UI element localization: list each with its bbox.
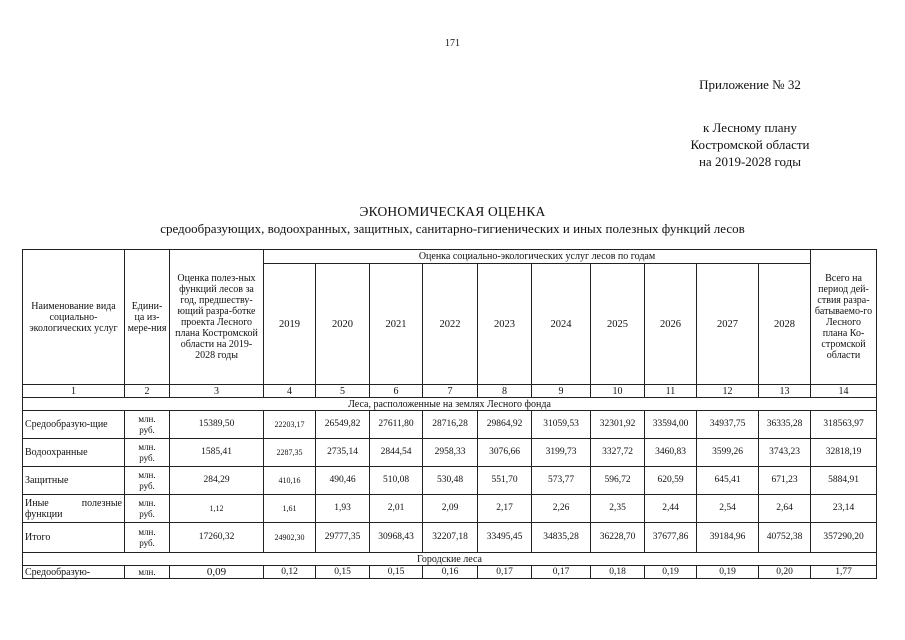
unit-line: руб. — [139, 480, 155, 491]
year-header: 2023 — [478, 264, 532, 385]
row-total: 357290,20 — [811, 523, 877, 553]
section-forest-fund: Леса, расположенные на землях Лесного фонда — [23, 398, 877, 411]
row-value: 2,54 — [697, 495, 759, 523]
table-row — [23, 467, 877, 495]
row-value: 33594,00 — [645, 411, 697, 439]
section-row — [23, 398, 877, 411]
row-prior-estimate: 284,29 — [170, 467, 264, 495]
row-service-name: Водоохранные — [23, 439, 125, 467]
row-total: 23,14 — [811, 495, 877, 523]
row-value: 3460,83 — [645, 439, 697, 467]
column-number: 8 — [478, 385, 532, 398]
document-subtitle: средообразующих, водоохранных, защитных, санитарно-гигиенических и иных полезных функций лесов — [160, 221, 745, 236]
assessment-table — [22, 249, 877, 579]
row-value: 30968,43 — [370, 523, 423, 553]
row-value: 34937,75 — [697, 411, 759, 439]
column-number: 6 — [370, 385, 423, 398]
row-prior-estimate: 17260,32 — [170, 523, 264, 553]
section-urban-forests: Городские леса — [23, 553, 877, 566]
row-value: 0,15 — [316, 566, 370, 579]
column-number: 10 — [591, 385, 645, 398]
row-service-name: Итого — [23, 523, 125, 553]
row-value: 31059,53 — [532, 411, 591, 439]
row-value: 1,93 — [316, 495, 370, 523]
row-value: 3327,72 — [591, 439, 645, 467]
row-value: 26549,82 — [316, 411, 370, 439]
appendix-ref-line: к Лесному плану — [702, 120, 797, 135]
table-row — [23, 411, 877, 439]
row-service-name: Защитные — [23, 467, 125, 495]
appendix-ref-line: Костромской области — [690, 137, 810, 152]
row-value: 39184,96 — [697, 523, 759, 553]
row-value: 0,19 — [697, 566, 759, 579]
column-number: 1 — [23, 385, 125, 398]
row-value: 2735,14 — [316, 439, 370, 467]
year-header: 2024 — [532, 264, 591, 385]
row-unit — [125, 467, 170, 495]
row-value: 0,20 — [759, 566, 811, 579]
row-value: 0,12 — [264, 566, 316, 579]
row-total: 1,77 — [811, 566, 877, 579]
row-value: 32207,18 — [423, 523, 478, 553]
unit-line: руб. — [139, 508, 155, 519]
year-header: 2027 — [697, 264, 759, 385]
row-value: 29777,35 — [316, 523, 370, 553]
section-row — [23, 553, 877, 566]
column-number: 5 — [316, 385, 370, 398]
row-value: 510,08 — [370, 467, 423, 495]
column-number: 7 — [423, 385, 478, 398]
header-unit: Едини-ца из-мере-ния — [125, 250, 170, 385]
unit-line: млн. — [138, 441, 156, 452]
row-value: 40752,38 — [759, 523, 811, 553]
appendix-ref-line: на 2019-2028 годы — [698, 154, 802, 169]
unit-line: млн. — [138, 469, 156, 480]
row-value: 36335,28 — [759, 411, 811, 439]
row-service-name: Иные полезные функции — [23, 495, 125, 523]
row-value: 33495,45 — [478, 523, 532, 553]
row-value: 2,44 — [645, 495, 697, 523]
row-value: 32301,92 — [591, 411, 645, 439]
row-value: 2,17 — [478, 495, 532, 523]
year-header: 2020 — [316, 264, 370, 385]
row-value: 0,15 — [370, 566, 423, 579]
row-unit — [125, 439, 170, 467]
row-prior-estimate: 1585,41 — [170, 439, 264, 467]
row-value: 2,01 — [370, 495, 423, 523]
row-value: 645,41 — [697, 467, 759, 495]
unit-line: руб. — [139, 424, 155, 435]
row-value: 2,35 — [591, 495, 645, 523]
row-value: 1,61 — [264, 495, 316, 523]
row-value: 0,17 — [532, 566, 591, 579]
column-number: 13 — [759, 385, 811, 398]
unit-line: млн. — [138, 526, 156, 537]
row-unit — [125, 495, 170, 523]
row-total: 318563,97 — [811, 411, 877, 439]
year-header: 2022 — [423, 264, 478, 385]
column-number: 4 — [264, 385, 316, 398]
row-value: 22203,17 — [264, 411, 316, 439]
row-unit — [125, 411, 170, 439]
column-number: 2 — [125, 385, 170, 398]
header-service-name: Наименование вида социально-экологических услуг — [23, 250, 125, 385]
header-prior-estimate: Оценка полез-ных функций лесов за год, предшеству-ющий разра-ботке проекта Лесного плана Костромской области на 2019-2028 годы — [170, 250, 264, 385]
row-value: 2287,35 — [264, 439, 316, 467]
row-value: 37677,86 — [645, 523, 697, 553]
column-number: 9 — [532, 385, 591, 398]
row-value: 596,72 — [591, 467, 645, 495]
appendix-reference — [670, 119, 830, 170]
row-value: 0,17 — [478, 566, 532, 579]
row-prior-estimate: 1,12 — [170, 495, 264, 523]
row-value: 551,70 — [478, 467, 532, 495]
table-row — [23, 439, 877, 467]
year-header: 2026 — [645, 264, 697, 385]
row-total: 5884,91 — [811, 467, 877, 495]
row-value: 530,48 — [423, 467, 478, 495]
row-value: 3199,73 — [532, 439, 591, 467]
unit-line: руб. — [139, 452, 155, 463]
row-value: 0,19 — [645, 566, 697, 579]
year-header: 2021 — [370, 264, 423, 385]
row-value: 28716,28 — [423, 411, 478, 439]
year-header: 2025 — [591, 264, 645, 385]
table-row — [23, 566, 877, 579]
header-years-group: Оценка социально-экологических услуг лесов по годам — [264, 250, 811, 264]
header-total: Всего на период дей-ствия разра-батываемо-го Лесного плана Ко-стромской области — [811, 250, 877, 385]
column-number: 14 — [811, 385, 877, 398]
row-value: 490,46 — [316, 467, 370, 495]
row-service-name: Средообразую- — [23, 566, 125, 579]
column-number: 12 — [697, 385, 759, 398]
row-total: 32818,19 — [811, 439, 877, 467]
document-title: ЭКОНОМИЧЕСКАЯ ОЦЕНКА — [359, 204, 546, 219]
row-value: 36228,70 — [591, 523, 645, 553]
row-value: 410,16 — [264, 467, 316, 495]
column-number-row — [23, 385, 877, 398]
row-value: 29864,92 — [478, 411, 532, 439]
row-value: 2,26 — [532, 495, 591, 523]
row-unit — [125, 523, 170, 553]
row-value: 0,16 — [423, 566, 478, 579]
row-value: 2958,33 — [423, 439, 478, 467]
unit-line: млн. — [138, 497, 156, 508]
column-number: 3 — [170, 385, 264, 398]
table-row — [23, 523, 877, 553]
row-prior-estimate: 0,09 — [170, 566, 264, 579]
row-value: 3076,66 — [478, 439, 532, 467]
year-header: 2019 — [264, 264, 316, 385]
row-value: 2844,54 — [370, 439, 423, 467]
appendix-title: Приложение № 32 — [699, 77, 801, 92]
row-value: 3743,23 — [759, 439, 811, 467]
row-prior-estimate: 15389,50 — [170, 411, 264, 439]
row-value: 3599,26 — [697, 439, 759, 467]
row-value: 573,77 — [532, 467, 591, 495]
year-header: 2028 — [759, 264, 811, 385]
column-number: 11 — [645, 385, 697, 398]
row-value: 0,18 — [591, 566, 645, 579]
row-unit: млн. — [125, 566, 170, 579]
unit-line: млн. — [138, 413, 156, 424]
row-value: 34835,28 — [532, 523, 591, 553]
row-value: 27611,80 — [370, 411, 423, 439]
row-value: 2,09 — [423, 495, 478, 523]
row-service-name: Средообразую-щие — [23, 411, 125, 439]
table-row — [23, 495, 877, 523]
row-value: 671,23 — [759, 467, 811, 495]
unit-line: руб. — [139, 537, 155, 548]
row-value: 620,59 — [645, 467, 697, 495]
page-number: 171 — [445, 38, 460, 49]
row-value: 24902,30 — [264, 523, 316, 553]
row-value: 2,64 — [759, 495, 811, 523]
